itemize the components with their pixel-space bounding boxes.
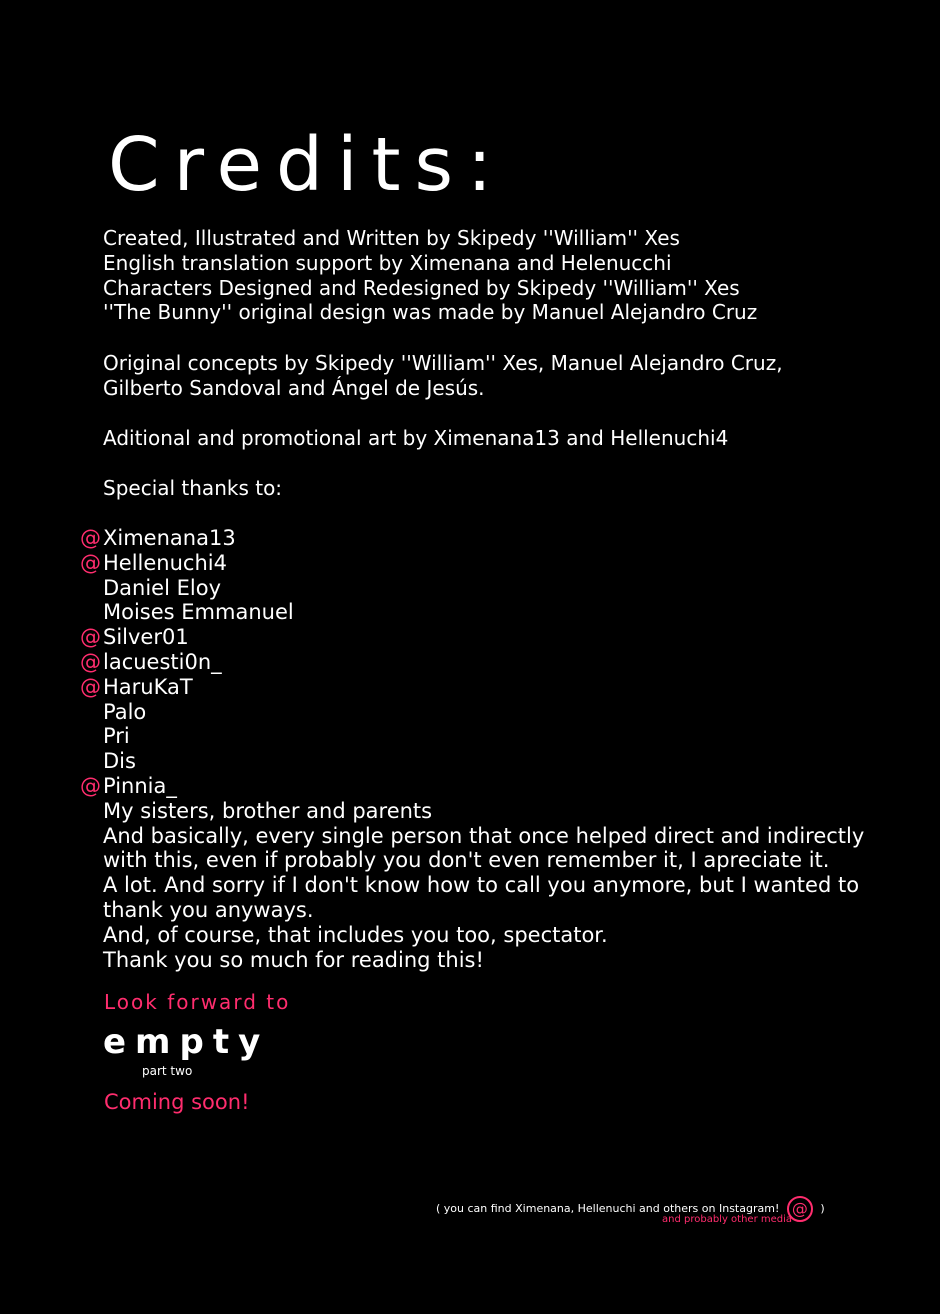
thanks-item: [80, 824, 864, 849]
thanks-name: And basically, every single person that once helped direct and indirectly: [103, 823, 865, 848]
special-thanks-heading: Special thanks to:: [103, 476, 283, 500]
thanks-item: [80, 576, 864, 601]
concepts-line: Gilberto Sandoval and Ángel de Jesús.: [103, 375, 485, 400]
instagram-at-icon: @: [787, 1196, 813, 1222]
page-title: Credits:: [108, 122, 507, 208]
thanks-item: [80, 625, 864, 650]
at-icon: @: [80, 773, 101, 798]
thanks-name: lacuesti0n_: [103, 649, 222, 674]
thanks-name: Ximenana13: [103, 526, 236, 550]
at-icon: @: [80, 550, 101, 575]
thanks-name: Thank you so much for reading this!: [103, 947, 484, 972]
credits-block: [103, 226, 757, 325]
thanks-item: [80, 551, 864, 576]
credit-line: Created, Illustrated and Written by Skipedy ''William'' Xes: [103, 226, 680, 250]
thanks-name: Pri: [103, 724, 130, 749]
thanks-name: Dis: [103, 749, 136, 774]
at-icon: @: [80, 625, 101, 650]
thanks-item: [80, 848, 864, 873]
thanks-name: Daniel Eloy: [103, 575, 221, 600]
thanks-name: Hellenuchi4: [103, 550, 227, 575]
thanks-name: Pinnia_: [103, 773, 177, 798]
credit-line: English translation support by Ximenana and Helenucchi: [103, 250, 672, 275]
at-icon: @: [80, 674, 101, 699]
thanks-name: HaruKaT: [103, 674, 193, 699]
additional-art-line: Aditional and promotional art by Ximenana13 and Hellenuchi4: [103, 426, 729, 450]
thanks-item: [80, 724, 864, 749]
next-title: empty: [103, 1022, 270, 1062]
thanks-name: thank you anyways.: [103, 897, 314, 922]
thanks-item: [80, 774, 864, 799]
credit-line: ''The Bunny'' original design was made by Manuel Alejandro Cruz: [103, 300, 758, 325]
thanks-name: And, of course, that includes you too, spectator.: [103, 922, 608, 947]
footnote-text: ( you can find Ximenana, Hellenuchi and others on Instagram!: [436, 1202, 780, 1215]
at-icon: @: [80, 526, 101, 550]
thanks-name: My sisters, brother and parents: [103, 798, 433, 823]
thanks-item: [80, 923, 864, 948]
thanks-item: [80, 898, 864, 923]
footnote-subtext: and probably other media: [662, 1214, 793, 1225]
thanks-item: [80, 799, 864, 824]
thanks-item: [80, 749, 864, 774]
thanks-item: [80, 873, 864, 898]
footnote-close: ): [820, 1202, 825, 1215]
concepts-block: [103, 351, 783, 401]
thanks-name: Palo: [103, 699, 147, 724]
concepts-line: Original concepts by Skipedy ''William'' Xes, Manuel Alejandro Cruz,: [103, 351, 783, 375]
thanks-item: [80, 526, 864, 551]
thanks-item: [80, 600, 864, 625]
thanks-name: Silver01: [103, 625, 189, 650]
look-forward-text: Look forward to: [104, 990, 291, 1014]
special-thanks-heading-block: [103, 476, 282, 501]
thanks-item: [80, 948, 864, 973]
additional-art-block: [103, 426, 728, 451]
thanks-name: Moises Emmanuel: [103, 600, 294, 625]
thanks-item: [80, 700, 864, 725]
thanks-list: [80, 526, 864, 972]
at-icon: @: [80, 649, 101, 674]
thanks-name: with this, even if probably you don't even remember it, I apreciate it.: [103, 848, 830, 873]
coming-soon-text: Coming soon!: [104, 1090, 250, 1114]
credit-line: Characters Designed and Redesigned by Skipedy ''William'' Xes: [103, 275, 740, 300]
thanks-item: [80, 675, 864, 700]
thanks-item: [80, 650, 864, 675]
thanks-name: A lot. And sorry if I don't know how to call you anymore, but I wanted to: [103, 873, 860, 898]
next-part-label: part two: [142, 1064, 193, 1078]
